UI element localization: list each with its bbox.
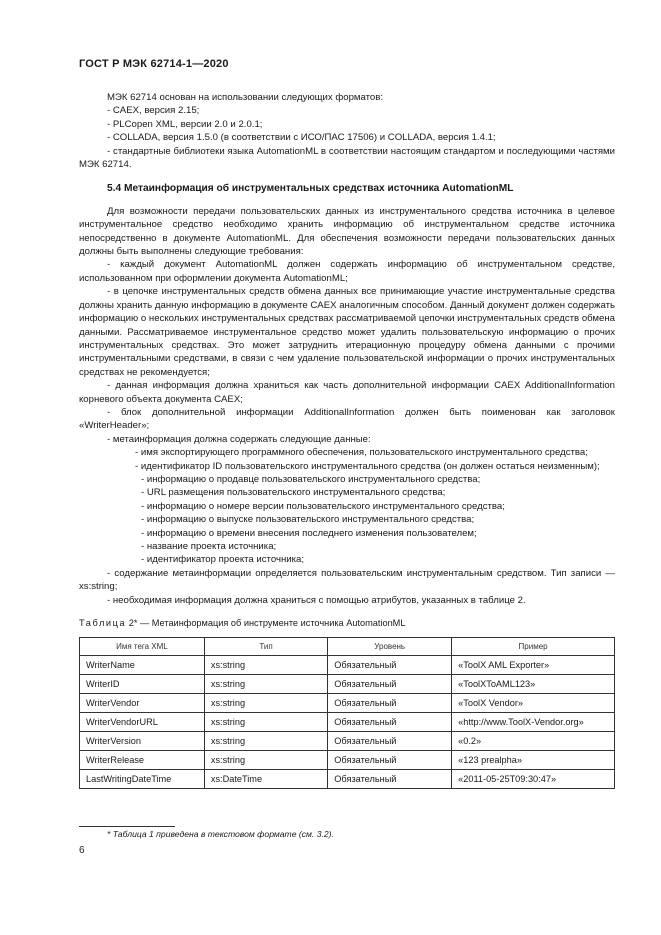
table-cell: WriterVendor — [80, 694, 205, 713]
intro-last: - стандартные библиотеки языка AutomationML в соответствии настоящим стандартом и последующими частями МЭК 62714. — [79, 145, 615, 171]
table-cell: WriterVersion — [80, 732, 205, 751]
meta-item: - информацию о номере версии пользовательского инструментального средства; — [141, 500, 505, 512]
intro-lead: МЭК 62714 основан на использовании следующих форматов: — [107, 92, 384, 103]
column-header: Уровень — [328, 638, 452, 656]
footnote-divider — [79, 826, 175, 827]
table-row — [80, 713, 615, 732]
table-header-row — [80, 638, 615, 656]
table-cell: «ToolXToAML123» — [452, 675, 615, 694]
paragraph: - блок дополнительной информации AdditionalInformation должен быть поименован как заголовок «WriterHeader»; — [79, 406, 615, 432]
intro-item: - PLCopen XML, версии 2.0 и 2.0.1; — [107, 118, 263, 130]
table-cell: «2011-05-25T09:30:47» — [452, 770, 615, 789]
meta-item: - URL размещения пользовательского инструментального средства; — [141, 487, 446, 499]
table-row — [80, 694, 615, 713]
table-cell: Обязательный — [328, 770, 452, 789]
meta-item: - информацию о выпуске пользовательского инструментального средства; — [141, 514, 475, 526]
table-cell: «ToolX Vendor» — [452, 694, 615, 713]
table-row — [80, 770, 615, 789]
column-header: Имя тега XML — [80, 638, 205, 656]
table-caption-label: Таблица — [79, 618, 127, 629]
table-cell: Обязательный — [328, 732, 452, 751]
table-cell: Обязательный — [328, 675, 452, 694]
table-cell: «0.2» — [452, 732, 615, 751]
paragraph: - метаинформация должна содержать следующие данные: — [107, 433, 371, 445]
table-row — [80, 732, 615, 751]
table-cell: xs:string — [204, 656, 327, 675]
metainfo-table — [79, 637, 615, 789]
footnote: * Таблица 1 приведена в текстовом формате (см. 3.2). — [107, 829, 334, 839]
table-cell: WriterRelease — [80, 751, 205, 770]
meta-item: - информацию о времени внесения последнего изменения пользователем; — [141, 527, 477, 539]
table-cell: xs:string — [204, 694, 327, 713]
column-header: Тип — [204, 638, 327, 656]
paragraph: - данная информация должна храниться как часть дополнительной информации CAEX AdditionalInformation корневого объекта документа CAEX; — [79, 380, 615, 405]
table-cell: xs:string — [204, 751, 327, 770]
meta-item: - идентификатор ID пользовательского инструментального средства (он должен остаться неизменным); — [135, 460, 600, 472]
paragraph: - необходимая информация должна храниться с помощью атрибутов, указанных в таблице 2. — [107, 594, 526, 606]
meta-item: - идентификатор проекта источника; — [141, 554, 305, 566]
table-row — [80, 675, 615, 694]
table-cell: Обязательный — [328, 656, 452, 675]
table-cell: WriterID — [80, 675, 205, 694]
meta-item: - имя экспортирующего программного обеспечения, пользовательского инструментального средства; — [135, 447, 588, 459]
table-caption-number: 2* — [128, 618, 138, 629]
table-cell: WriterVendorURL — [80, 713, 205, 732]
table-row — [80, 751, 615, 770]
table-cell: LastWritingDateTime — [80, 770, 205, 789]
table-cell: «123 prealpha» — [452, 751, 615, 770]
section-title: 5.4 Метаинформация об инструментальных средствах источника AutomationML — [107, 183, 514, 195]
page-body — [79, 91, 615, 789]
table-cell: Обязательный — [328, 751, 452, 770]
table-cell: xs:string — [204, 732, 327, 751]
paragraph: - каждый документ AutomationML должен содержать информацию об инструментальном средстве, использованном при оформлении документа AutomationML; — [79, 259, 615, 284]
document-header: ГОСТ Р МЭК 62714-1—2020 — [79, 58, 229, 70]
table-caption — [79, 617, 615, 630]
table-cell: xs:string — [204, 713, 327, 732]
intro-item: - COLLADA, версия 1.5.0 (в соответствии с ИСО/ПАС 17506) и COLLADA, версия 1.4.1; — [107, 132, 496, 144]
table-cell: Обязательный — [328, 713, 452, 732]
paragraph: - содержание метаинформации определяется пользовательским инструментальным средством. Тип записи — xs:string; — [79, 567, 615, 593]
table-caption-text: — Метаинформация об инструменте источника AutomationML — [140, 618, 406, 629]
paragraph: - в цепочке инструментальных средств обмена данных все принимающие участие инструментальные средства должны хранить данную информацию в документе CAEX аналогичным способом. Данный документ должен содержать информацию о нескольких инструментальных средствах рассматриваемой цепочки инструментальных средств обмена данными. Рассматриваемое инструментальное средство может удалить пользовательскую информацию о прочих инструментальных средствах. Это может затруднить итерационную процедуру обмена данными с прочими инструментальными средствами, в связи с чем удаление пользовательской информации о прочих инструментальных средствах не рекомендуется; — [79, 286, 615, 378]
meta-item: - название проекта источника; — [141, 541, 277, 552]
table-cell: WriterName — [80, 656, 205, 675]
meta-item: - информацию о продавце пользовательского инструментального средства; — [141, 473, 481, 485]
table-cell: «http://www.ToolX-Vendor.org» — [452, 713, 615, 732]
column-header: Пример — [452, 638, 615, 656]
table-cell: xs:string — [204, 675, 327, 694]
paragraph: Для возможности передачи пользовательских данных из инструментального средства источника в целевое инструментальное средство необходимо хранить информацию об инструментальном средстве источника непосредственно в документе AutomationML. Для обеспечения возможности передачи пользовательских данных должны быть выполнены следующие требования: — [79, 205, 615, 258]
table-cell: Обязательный — [328, 694, 452, 713]
table-cell: «ToolX AML Exporter» — [452, 656, 615, 675]
page-number: 6 — [79, 845, 85, 856]
intro-item: - CAEX, версия 2.15; — [107, 105, 200, 117]
table-row — [80, 656, 615, 675]
table-cell: xs:DateTime — [204, 770, 327, 789]
